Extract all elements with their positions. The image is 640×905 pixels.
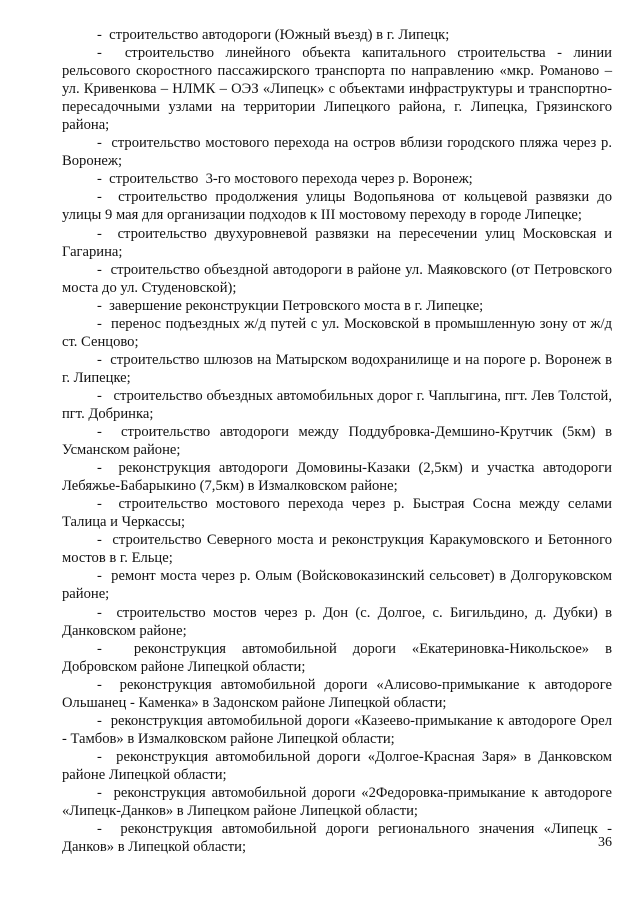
- list-item: - строительство автодороги (Южный въезд) в г. Липецк;: [97, 27, 450, 43]
- list-item: - строительство объездной автодороги в районе ул. Маяковского (от Петровского моста до ул. Студеновской);: [62, 261, 612, 296]
- list-item: - строительство линейного объекта капитального строительства - линии рельсового скоростного пассажирского транспорта по направлению «мкр. Романово – ул. Кривенкова – НЛМК – ОЭЗ «Липецк» с объектами инфраструктуры и транспортно-пересадочными узлами на территории Липецкого района, г. Липецка, Грязинского района;: [62, 45, 612, 134]
- list-item: - строительство двухуровневой развязки на пересечении улиц Московская и Гагарина;: [62, 225, 612, 260]
- list-item: - строительство автодороги между Поддубровка-Демшино-Крутчик (5км) в Усманском районе;: [62, 424, 612, 459]
- list-item: - реконструкция автомобильной дороги регионального значения «Липецк - Данков» в Липецкой области;: [62, 821, 612, 856]
- list-item: - строительство мостового перехода на остров вблизи городского пляжа через р. Воронеж;: [62, 135, 612, 170]
- list-item: - строительство 3-го мостового перехода через р. Воронеж;: [97, 171, 473, 188]
- list-item: - ремонт моста через р. Олым (Войсковоказинский сельсовет) в Долгоруковском районе;: [62, 568, 612, 603]
- page-number: 36: [598, 835, 612, 850]
- list-item: - строительство Северного моста и реконструкция Каракумовского и Бетонного мостов в г. Ельце;: [62, 532, 612, 567]
- list-item: - строительство мостового перехода через р. Быстрая Сосна между селами Талица и Черкассы;: [62, 496, 612, 531]
- list-item: - перенос подъездных ж/д путей с ул. Московской в промышленную зону от ж/д ст. Сенцово;: [62, 315, 612, 350]
- list-item: - реконструкция автомобильной дороги «Казеево-примыкание к автодороге Орел - Тамбов» в Измалковском районе Липецкой области;: [62, 712, 612, 747]
- list-item: - реконструкция автодороги Домовины-Казаки (2,5км) и участка автодороги Лебяжье-Бабарыкино (7,5км) в Измалковском районе;: [62, 460, 612, 495]
- list-item: - завершение реконструкции Петровского моста в г. Липецке;: [97, 297, 484, 314]
- list-item: - строительство мостов через р. Дон (с. Долгое, с. Бигильдино, д. Дубки) в Данковском районе;: [62, 604, 612, 639]
- list-item: - реконструкция автомобильной дороги «Алисово-примыкание к автодороге Ольшанец - Каменка» в Задонском районе Липецкой области;: [62, 676, 612, 711]
- list-item: - реконструкция автомобильной дороги «2Федоровка-примыкание к автодороге «Липецк-Данков» в Липецком районе Липецкой области;: [62, 784, 612, 820]
- document-body: [62, 26, 612, 856]
- list-item: - строительство объездных автомобильных дорог г. Чаплыгина, пгт. Лев Толстой, пгт. Добринка;: [62, 387, 612, 422]
- list-item: - строительство шлюзов на Матырском водохранилище и на пороге р. Воронеж в г. Липецке;: [62, 351, 612, 386]
- list-item: - строительство продолжения улицы Водопьянова от кольцевой развязки до улицы 9 мая для организации подходов к III мостовому переходу в городе Липецке;: [62, 189, 612, 224]
- list-item: - реконструкция автомобильной дороги «Екатериновка-Никольское» в Добровском районе Липецкой области;: [62, 640, 612, 675]
- list-item: - реконструкция автомобильной дороги «Долгое-Красная Заря» в Данковском районе Липецкой области;: [62, 748, 612, 783]
